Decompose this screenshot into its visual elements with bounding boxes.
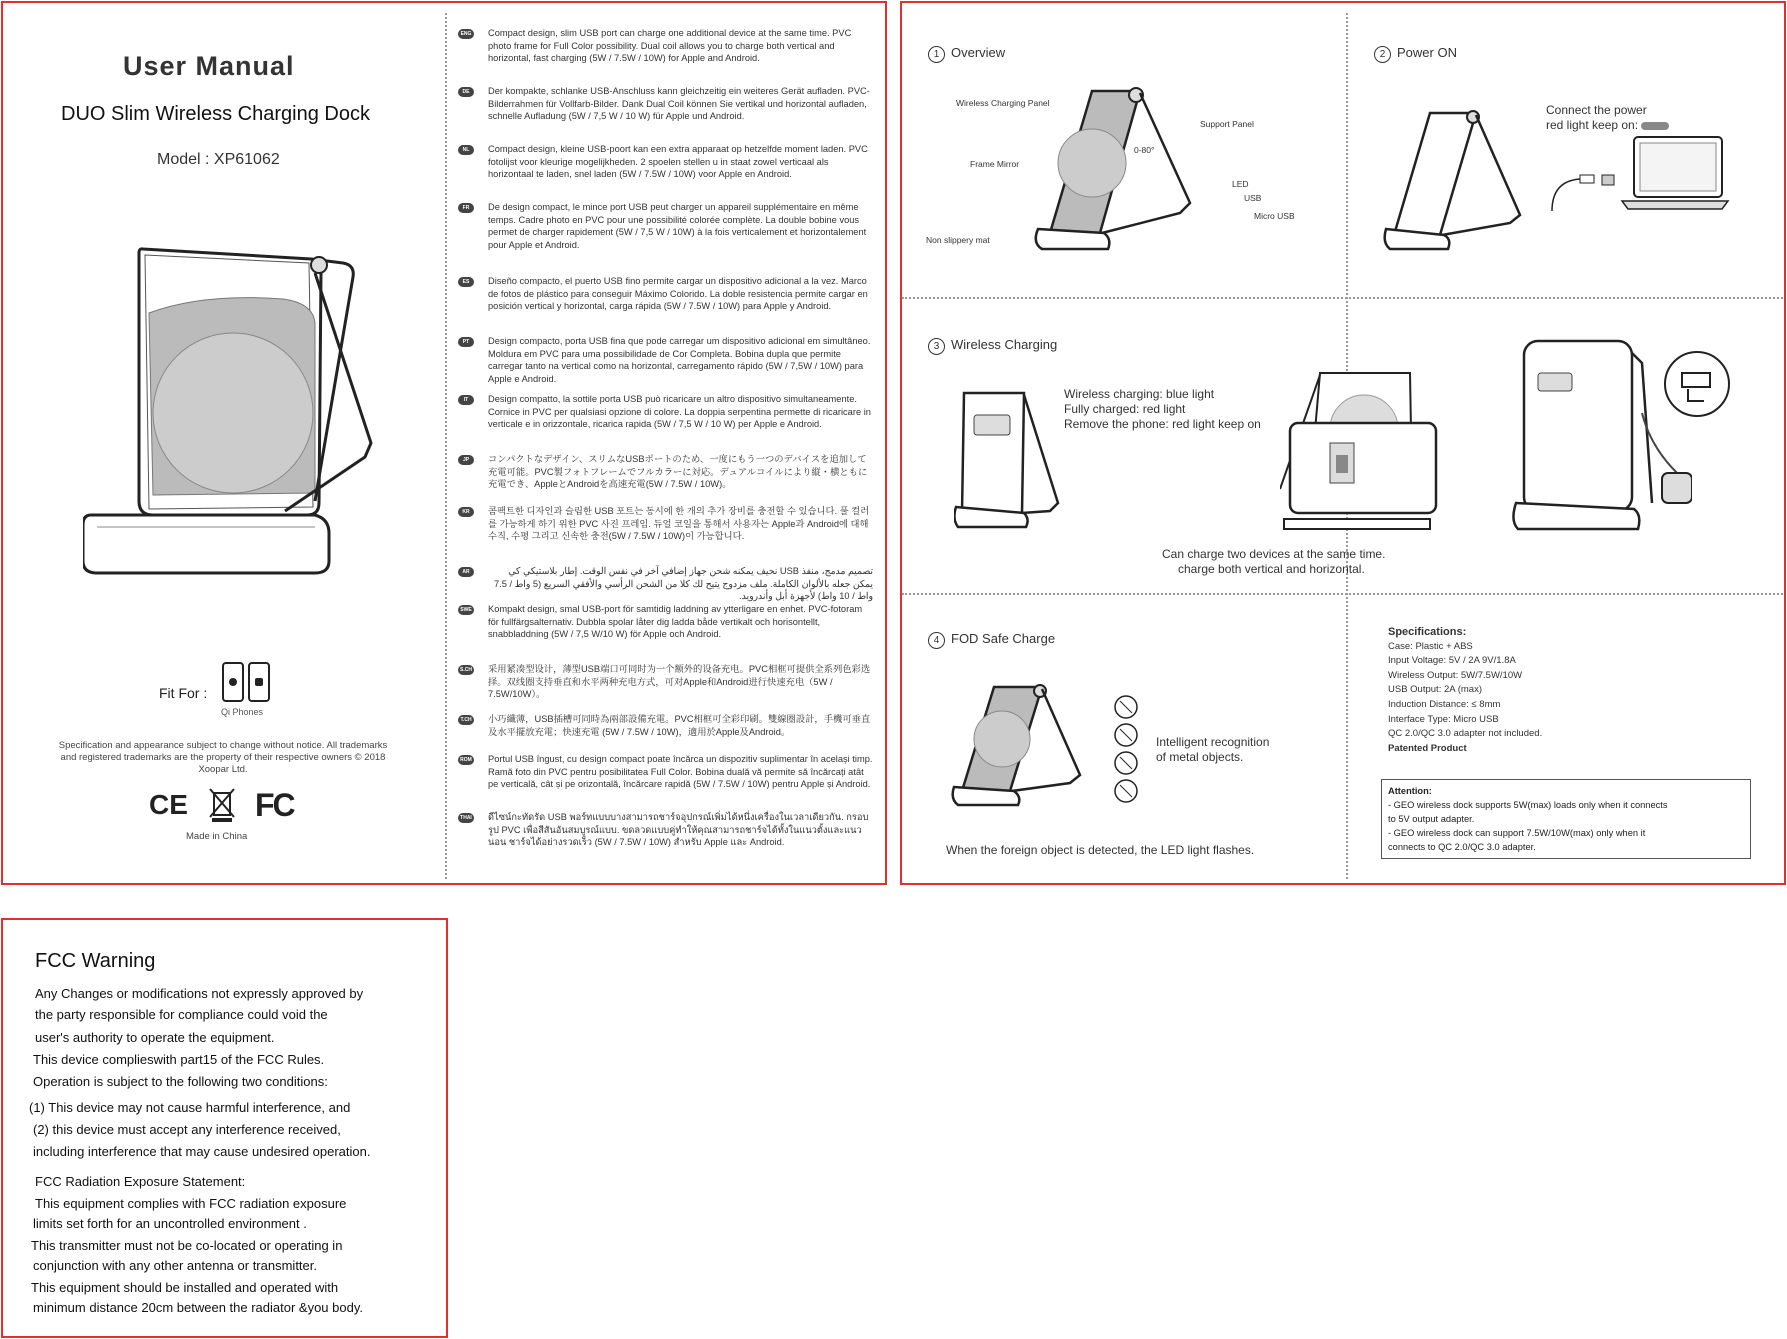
language-description: 小巧纖薄，USB插槽可同時為兩部設備充電。PVC相框可全彩印刷。雙線圈設計，手機可垂直及水平擺放充電；快速充電 (5W / 7.5W / 10W)，適用於Apple及Android。: [488, 714, 871, 737]
manual-cover-panel: [1, 1, 887, 885]
power-heading: 2 Power ON: [1374, 45, 1457, 63]
language-block: [458, 603, 873, 641]
language-code-badge: S.CH: [458, 665, 474, 675]
language-description: Design compacto, porta USB fina que pode carregar um dispositivo adicional em simultâneo. Moldura em PVC para uma possibilidade de Cor Completa. Bobina dupla que permite carregar tanto na vertical como na horizontal, carregamento rápido (5W / 7,5W / 10W) para Apple e Android.: [488, 336, 871, 384]
language-description: 采用紧凑型设计，薄型USB端口可同时为一个额外的设备充电。PVC相框可提供全系列色彩选择。双线圈支持垂直和水平两种充电方式，可对Apple和Android进行快速充电（5W / 7.5W/10W）。: [488, 664, 871, 699]
label-angle: 0-80°: [1134, 145, 1155, 155]
language-description: コンパクトなデザイン、スリムなUSBポートのため、一度にもう一つのデバイスを追加して充電可能。PVC製フォトフレームでフルカラーに対応。デュアルコイルにより縦・横ともに充電でき、AppleとAndroidを高速充電(5W / 7.5W / 10W)。: [488, 454, 868, 489]
fold-line: [902, 593, 1786, 595]
dual-charge-caption1: Can charge two devices at the same time.: [1162, 547, 1386, 561]
spec-row: QC 2.0/QC 3.0 adapter not included.: [1388, 728, 1543, 740]
fod-dock-diagram: [948, 679, 1088, 809]
language-description: Kompakt design, smal USB-port för samtidig laddning av ytterligare en enhet. PVC-fotoram för fullfärgsalternativ. Dubbla spolar låter dig ladda både vertikalt och horisontellt, snabbladdning (5W / 7,5 W/10 W) för Apple och Android.: [488, 604, 863, 639]
language-code-badge: THAI: [458, 813, 474, 823]
fcc-line: conjunction with any other antenna or transmitter.: [33, 1258, 317, 1273]
language-code-badge: ENG: [458, 29, 474, 39]
fod-caption: When the foreign object is detected, the LED light flashes.: [946, 843, 1255, 857]
label-support-panel: Support Panel: [1200, 119, 1254, 129]
language-description: Design compatto, la sottile porta USB può ricaricare un altro dispositivo simultaneamente. Cornice in PVC per qualsiasi opzione di colore. La doppia serpentina permette di ricaricare in verticale e in orizzontale, ricarica rapida (5W / 7,5 W / 10 W) per Apple e Android.: [488, 394, 871, 429]
attention-line: connects to QC 2.0/QC 3.0 adapter.: [1388, 842, 1536, 852]
usb-port-closeup: [1662, 349, 1732, 419]
fit-for-label: Fit For :: [159, 685, 208, 701]
weee-bin-icon: [208, 787, 236, 823]
label-non-slip-mat: Non slippery mat: [926, 235, 990, 245]
fod-heading: 4 FOD Safe Charge: [928, 631, 1055, 649]
language-code-badge: JP: [458, 455, 474, 465]
fcc-mark: FC: [255, 787, 294, 823]
metal-objects-icons: [1112, 695, 1142, 805]
attention-box: [1381, 779, 1751, 859]
spec-row: USB Output: 2A (max): [1388, 684, 1482, 696]
fcc-warning-panel: [1, 918, 448, 1338]
language-description: Compact design, slim USB port can charge one additional device at the same time. PVC photo frame for Full Color possibility. Dual coil allows you to charge both vertical and horizontal, fast charging (5W / 7.5W / 10W) for Apple and Android.: [488, 28, 852, 63]
language-code-badge: DE: [458, 87, 474, 97]
fcc-line: minimum distance 20cm between the radiator &you body.: [33, 1300, 363, 1315]
language-block: [458, 27, 873, 65]
language-block: [458, 505, 873, 543]
attention-heading: Attention:: [1388, 786, 1432, 796]
language-code-badge: AR: [458, 567, 474, 577]
language-description: Portul USB îngust, cu design compact poate încărca un dispozitiv suplimentar în același timp. Ramă foto din PVC pentru posibilitatea Full Color. Bobina duală vă permite să încărcați atât pe verticală, cât și pe orizontală, încărcare rapidă (5W / 7.5W / 10W) pentru Apple și Android.: [488, 754, 873, 789]
overview-dock-diagram: [1022, 83, 1212, 263]
language-code-badge: ROM: [458, 755, 474, 765]
language-description: تصميم مدمج، منفذ USB نحيف يمكنه شحن جهاز إضافي آخر في نفس الوقت. إطار بلاستيكي كي يمكن جعله بالألوان الكاملة. ملف مزدوج يتيح لك كلا من الشحن الرأسي والأفقي السريع (5 واط / 7.5 واط / 10 واط) لأجهزة أبل وأندرويد.: [493, 566, 873, 601]
language-description: ดีไซน์กะทัดรัด USB พอร์ทแบบบางสามารถชาร์จอุปกรณ์เพิ่มได้หนึ่งเครื่องในเวลาเดียวกัน. กรอบรูป PVC เพื่อสีสันอันสมบูรณ์แบบ. ขดลวดแบบคู่ทำให้คุณสามารถชาร์จได้ทั้งในแนวตั้งและแนวนอน ชาร์จได้อย่างรวดเร็ว (5W / 7.5W / 10W) สำหรับ Apple และ Android.: [488, 812, 869, 847]
specs-heading: Specifications:: [1388, 626, 1467, 638]
made-in-label: Made in China: [186, 831, 248, 842]
label-micro-usb: Micro USB: [1254, 211, 1295, 221]
dual-charge-caption2: charge both vertical and horizontal.: [1178, 562, 1365, 576]
wireless-charging-heading: 3 Wireless Charging: [928, 337, 1057, 355]
fod-line2: of metal objects.: [1156, 750, 1244, 764]
fold-line: [902, 297, 1786, 299]
overview-heading: 1 Overview: [928, 45, 1005, 63]
qi-phones-label: Qi Phones: [221, 707, 264, 717]
language-block: [458, 201, 873, 251]
fcc-line: (1) This device may not cause harmful interference, and: [29, 1100, 351, 1115]
language-block: [458, 565, 873, 603]
fcc-line: (2) this device must accept any interference received,: [33, 1122, 341, 1137]
fcc-line: user's authority to operate the equipment.: [35, 1030, 275, 1045]
wireless-line1: Wireless charging: blue light: [1064, 387, 1215, 401]
language-block: [458, 663, 873, 701]
fcc-line: the party responsible for compliance could void the: [35, 1007, 328, 1022]
attention-line: - GEO wireless dock supports 5W(max) loads only when it connects: [1388, 800, 1668, 810]
power-dock-diagram: [1380, 105, 1530, 255]
language-block: [458, 753, 873, 791]
charging-dock-illustration: [83, 243, 383, 583]
language-block: [458, 713, 873, 738]
language-block: [458, 453, 873, 491]
language-code-badge: ES: [458, 277, 474, 287]
fcc-line: Any Changes or modifications not expressly approved by: [35, 986, 364, 1001]
language-description: Diseño compacto, el puerto USB fino permite cargar un dispositivo adicional a la vez. Marco de fotos de plástico para conseguir Máximo Colorido. La doble resistencia permite cargar en posición vertical y horizontal, carga rápida (5W / 7.5W / 10W) para Apple y Android.: [488, 276, 868, 311]
language-block: [458, 393, 873, 431]
phone-icons: [221, 661, 273, 705]
language-code-badge: T.CH: [458, 715, 474, 725]
label-usb: USB: [1244, 193, 1262, 203]
fcc-line: limits set forth for an uncontrolled environment .: [33, 1216, 307, 1231]
attention-line: - GEO wireless dock can support 7.5W/10W(max) only when it: [1388, 828, 1646, 838]
language-code-badge: PT: [458, 337, 474, 347]
label-wireless-panel: Wireless Charging Panel: [956, 98, 1050, 108]
fcc-line: FCC Radiation Exposure Statement:: [35, 1174, 246, 1189]
language-code-badge: NL: [458, 145, 474, 155]
wireless-line3: Remove the phone: red light keep on: [1064, 417, 1261, 431]
label-led: LED: [1232, 179, 1249, 189]
label-frame-mirror: Frame Mirror: [970, 159, 1020, 169]
fcc-line: Operation is subject to the following two conditions:: [33, 1074, 328, 1089]
language-block: [458, 143, 873, 181]
instructions-panel: [900, 1, 1786, 885]
wireless-line2: Fully charged: red light: [1064, 402, 1186, 416]
language-description: Compact design, kleine USB-poort kan een extra apparaat op hetzelfde moment laden. PVC fotolijst voor kleurige mogelijkheden. 2 spoelen stellen u in staat zowel verticaal als horizontaal te laden, snel laden (5W / 7.5W / 10W) voor Apple en Android.: [488, 144, 868, 179]
ce-mark: CE: [149, 789, 188, 820]
fcc-line: This device complieswith part15 of the FCC Rules.: [33, 1052, 325, 1067]
manual-title: User Manual: [123, 51, 295, 81]
spec-row: Interface Type: Micro USB: [1388, 713, 1499, 725]
laptop-adapter-diagram: [1542, 131, 1732, 231]
spec-row: Wireless Output: 5W/7.5W/10W: [1388, 669, 1523, 681]
trademark-notice: Specification and appearance subject to change without notice. All trademarks and registered trademarks are the property of their respective owners © 2018 Xoopar Ltd.: [58, 740, 388, 775]
model-number: Model : XP61062: [157, 151, 280, 168]
language-description: Der kompakte, schlanke USB-Anschluss kann gleichzeitig ein weiteres Gerät aufladen. PVC-Bilderrahmen für Vollfarb-Bilder. Dank Dual Coil können Sie vertikal und horizontal aufladen, schnelle Aufladung (5W / 7,5 W / 10 W) für Apple und Android.: [488, 86, 870, 121]
language-description: 콤팩트한 디자인과 슬림한 USB 포트는 동시에 한 개의 추가 장비를 충전할 수 있습니다. 풀 컬러를 가능하게 하기 위한 PVC 사진 프레임. 듀얼 코일을 통해서 사용자는 Apple과 Android에 대해 수직, 수평 그리고 신속한 충전(5W / 7.5W / 10W)이 가능합니다.: [488, 506, 870, 541]
fcc-line: This transmitter must not be co-located or operating in: [31, 1238, 343, 1253]
language-code-badge: SWE: [458, 605, 474, 615]
language-block: [458, 275, 873, 313]
fcc-line: including interference that may cause undesired operation.: [33, 1144, 371, 1159]
spec-row: Case: Plastic + ABS: [1388, 640, 1473, 652]
language-description: De design compact, le mince port USB peut charger un appareil supplémentaire en même temps. Cadre photo en PVC pour une possibilité colorée complète. La double bobine vous permet de charger rapidement (5W / 7,5 W / 10W) à la fois verticalement et horizontalement pour Apple et Android.: [488, 202, 867, 250]
dual-charging-diagram: [1280, 369, 1460, 539]
language-block: [458, 811, 873, 849]
fold-line: [445, 13, 447, 879]
power-instruction-line2: red light keep on:: [1546, 118, 1669, 133]
language-block: [458, 335, 873, 385]
wireless-dock-diagram: [954, 383, 1064, 533]
attention-line: to 5V output adapter.: [1388, 814, 1475, 824]
spec-row: Induction Distance: ≤ 8mm: [1388, 698, 1501, 710]
fod-line1: Intelligent recognition: [1156, 735, 1270, 749]
spec-row: Input Voltage: 5V / 2A 9V/1.8A: [1388, 655, 1516, 667]
fcc-line: This equipment should be installed and operated with: [31, 1280, 339, 1295]
language-code-badge: FR: [458, 203, 474, 213]
fcc-line: This equipment complies with FCC radiation exposure: [35, 1196, 347, 1211]
red-light-indicator: [1641, 122, 1669, 130]
specifications: [1388, 625, 1542, 756]
fcc-title: FCC Warning: [35, 950, 156, 972]
power-instruction-line1: Connect the power: [1546, 103, 1647, 117]
product-name: DUO Slim Wireless Charging Dock: [61, 103, 370, 125]
language-code-badge: KR: [458, 507, 474, 517]
language-block: [458, 85, 873, 123]
language-code-badge: IT: [458, 395, 474, 405]
patent-label: Patented Product: [1388, 742, 1467, 754]
